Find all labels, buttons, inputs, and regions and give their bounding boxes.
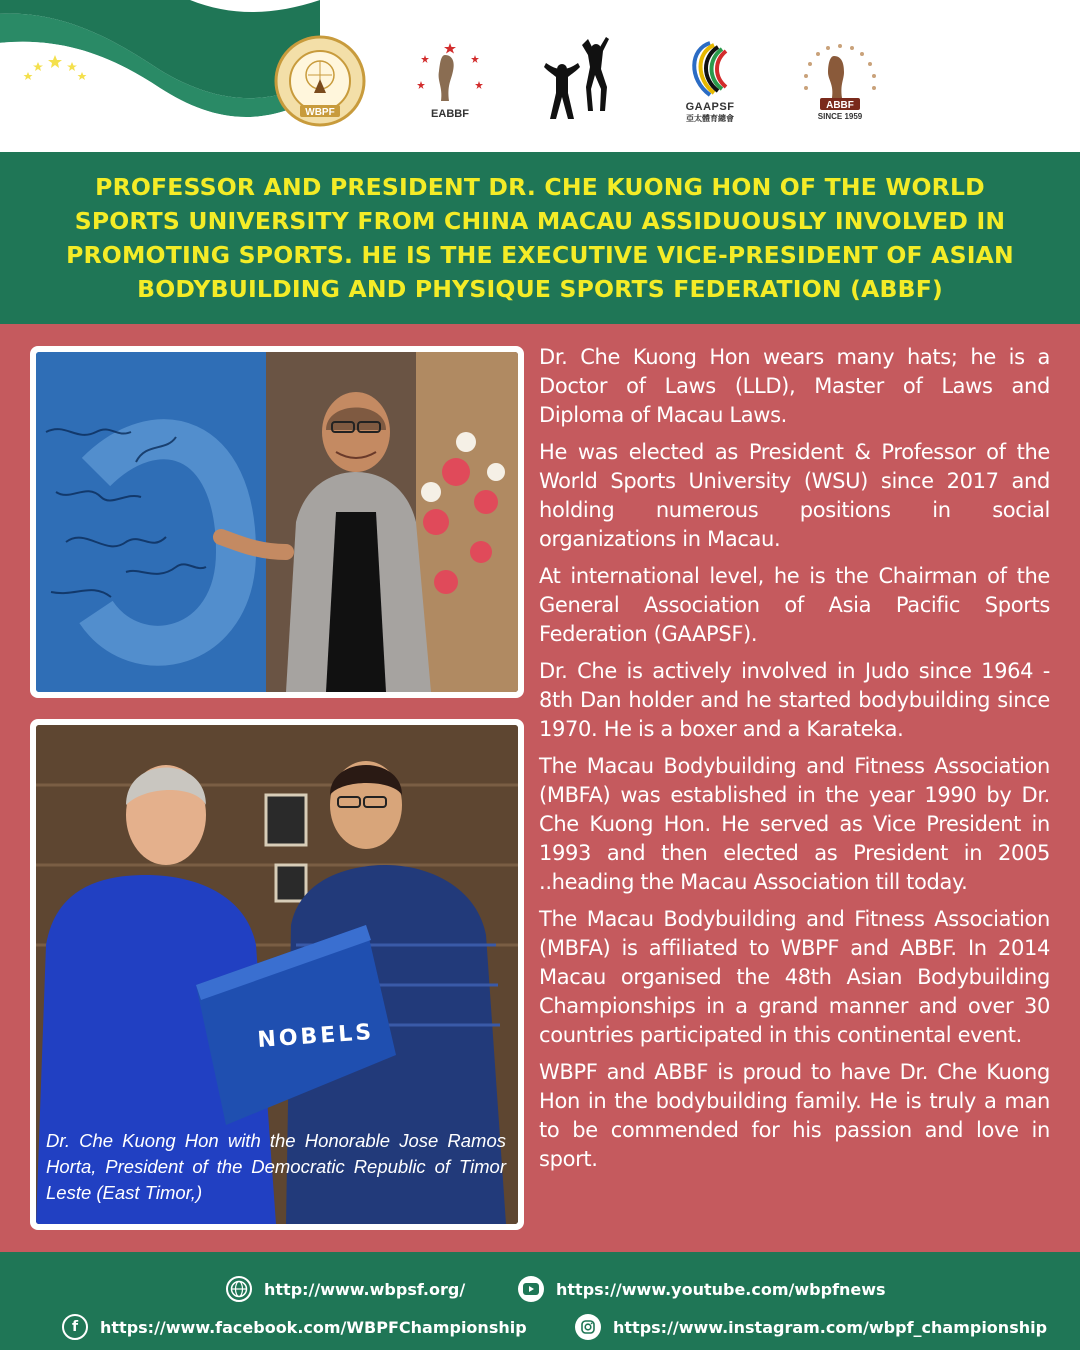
paragraph-5: The Macau Bodybuilding and Fitness Association (MBFA) was established in the year 1990 by Dr. Che Kuong Hon. He served as Vice President in 1993 and then elected as President in 2005 ..heading the Macau Association till today. [539, 754, 1050, 894]
abbf-caption: ABBF [826, 99, 854, 111]
facebook-link[interactable] [62, 1314, 527, 1340]
paragraph-1: Dr. Che Kuong Hon wears many hats; he is a Doctor of Laws (LLD), Master of Laws and Diploma of Macau Laws. [539, 345, 1050, 427]
website-url: http://www.wbpsf.org/ [264, 1279, 466, 1299]
wbpf-emblem-icon [274, 35, 366, 127]
eabbf-caption: EABBF [431, 108, 469, 120]
abbf-emblem-icon [800, 42, 880, 112]
paragraph-6: The Macau Bodybuilding and Fitness Association (MBFA) is affiliated to WBPF and ABBF. In 2014 Macau organised the 48th Asian Bodybuilding Championships in a grand manner and over 30 countries participated in this continental event. [539, 907, 1050, 1047]
website-link[interactable] [226, 1276, 465, 1302]
gaapsf-logo [655, 31, 765, 131]
headline-title: PROFESSOR AND PRESIDENT DR. CHE KUONG HON OF THE WORLD SPORTS UNIVERSITY FROM CHINA MACAU ASSIDUOUSLY INVOLVED IN PROMOTING SPORTS. HE IS THE EXECUTIVE VICE-PRESIDENT OF ASIAN BODYBUILDING AND PHYSIQUE SPORTS FEDERATION (ABBF) [66, 173, 1014, 303]
article-body [539, 343, 1050, 1182]
facebook-icon: f [62, 1314, 88, 1340]
gaapsf-subcaption: 亞太體育總會 [686, 113, 734, 123]
instagram-icon [575, 1314, 601, 1340]
wbpf-logo [265, 31, 375, 131]
photo-signing-wall-image [36, 352, 518, 692]
posing-silhouettes-icon [532, 33, 628, 129]
bodybuilders-logo [525, 31, 635, 131]
nobels-book-title: NOBELS [256, 1019, 375, 1053]
header-bar [0, 0, 1080, 152]
abbf-subcaption: SINCE 1959 [817, 111, 863, 121]
youtube-link[interactable] [518, 1276, 886, 1302]
federation-logos [265, 26, 895, 136]
paragraph-3: At international level, he is the Chairman of the General Association of Asia Pacific Sports Federation (GAAPSF). [539, 564, 1050, 646]
headline-band [0, 152, 1080, 324]
youtube-url: https://www.youtube.com/wbpfnews [556, 1279, 886, 1299]
paragraph-2: He was elected as President & Professor of the World Sports University (WSU) since 2017 and holding numerous positions in social organizations in Macau. [539, 440, 1050, 551]
photo-signing-wall [30, 346, 524, 698]
instagram-link[interactable] [575, 1314, 1047, 1340]
signing-wall-illustration [36, 352, 518, 692]
photo-jose-ramos-horta [30, 719, 524, 1230]
facebook-url: https://www.facebook.com/WBPFChampionship [100, 1317, 527, 1337]
eabbf-emblem-icon [415, 41, 485, 121]
paragraph-7: WBPF and ABBF is proud to have Dr. Che Kuong Hon in the bodybuilding family. He is truly a man to be commended for his passion and love in sport. [539, 1060, 1050, 1171]
paragraph-4: Dr. Che is actively involved in Judo since 1964 - 8th Dan holder and he started bodybuilding since 1970. He is a boxer and a Karateka. [539, 659, 1050, 741]
photo-caption: Dr. Che Kuong Hon with the Honorable Jose Ramos Horta, President of the Democratic Republic of Timor Leste (East Timor,) [46, 1130, 506, 1203]
wbpf-caption: WBPF [305, 107, 335, 118]
photo-jose-ramos-horta-image [36, 725, 518, 1224]
eabbf-logo [395, 31, 505, 131]
footer-links [0, 1252, 1080, 1350]
globe-icon [226, 1276, 252, 1302]
gaapsf-caption: GAAPSF [685, 100, 735, 113]
abbf-logo [785, 31, 895, 131]
youtube-icon [518, 1276, 544, 1302]
gaapsf-emblem-icon [680, 39, 740, 99]
instagram-url: https://www.instagram.com/wbpf_championship [613, 1317, 1048, 1337]
